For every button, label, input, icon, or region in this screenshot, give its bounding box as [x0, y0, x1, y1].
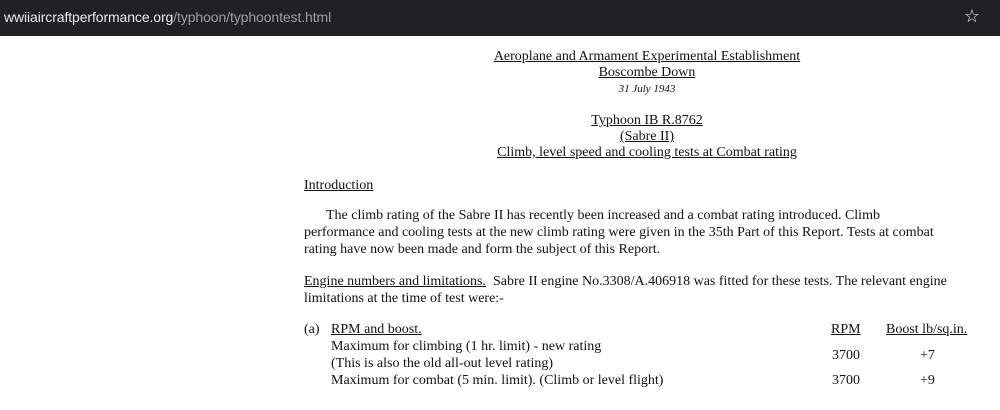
row-boost: +7: [920, 348, 935, 363]
aircraft-title: Typhoon IB R.8762: [591, 113, 703, 128]
item-label: (a): [304, 322, 320, 337]
url-path: /typhoon/typhoontest.html: [173, 9, 332, 25]
intro-line: rating have now been made and form the subject of this Report.: [304, 242, 661, 257]
item-heading: RPM and boost.: [331, 322, 422, 337]
intro-heading: Introduction: [304, 178, 374, 193]
report-subject: [304, 113, 990, 161]
intro-paragraph: [304, 207, 990, 258]
engine-text: Sabre II engine No.3308/A.406918 was fitted for these tests. The relevant engine: [492, 274, 947, 289]
engine-title: (Sabre II): [619, 129, 675, 144]
browser-toolbar: [0, 0, 1000, 36]
engine-text-2: limitations at the time of test were:-: [304, 291, 504, 306]
row-rpm: 3700: [832, 348, 860, 363]
row-description-note: (This is also the old all-out level rating): [331, 356, 554, 371]
establishment-title: Aeroplane and Armament Experimental Establishment: [493, 49, 801, 64]
intro-line: performance and cooling tests at the new climb rating were given in the 35th Part of this Report. Tests at combat: [304, 225, 934, 240]
location-title: Boscombe Down: [598, 65, 696, 80]
subject-title: Climb, level speed and cooling tests at Combat rating: [497, 145, 797, 160]
row-description: Maximum for combat (5 min. limit). (Climb or level flight): [331, 373, 664, 388]
url-host: wwiiaircraftperformance.org: [4, 9, 174, 25]
report-header: [304, 49, 990, 97]
address-bar[interactable]: [4, 9, 331, 25]
row-rpm: 3700: [832, 373, 860, 388]
engine-paragraph: [304, 273, 990, 307]
col-header-boost: Boost lb/sq.in.: [886, 322, 968, 337]
document-page: [0, 36, 1000, 410]
row-description: Maximum for climbing (1 hr. limit) - new rating: [331, 339, 602, 354]
col-header-rpm: RPM: [831, 322, 861, 337]
report-date: 31 July 1943: [618, 83, 676, 95]
intro-line: The climb rating of the Sabre II has recently been increased and a combat rating introduced. Climb: [326, 208, 880, 223]
star-icon[interactable]: ☆: [963, 6, 980, 27]
engine-heading: Engine numbers and limitations.: [304, 274, 486, 289]
row-boost: +9: [920, 373, 935, 388]
